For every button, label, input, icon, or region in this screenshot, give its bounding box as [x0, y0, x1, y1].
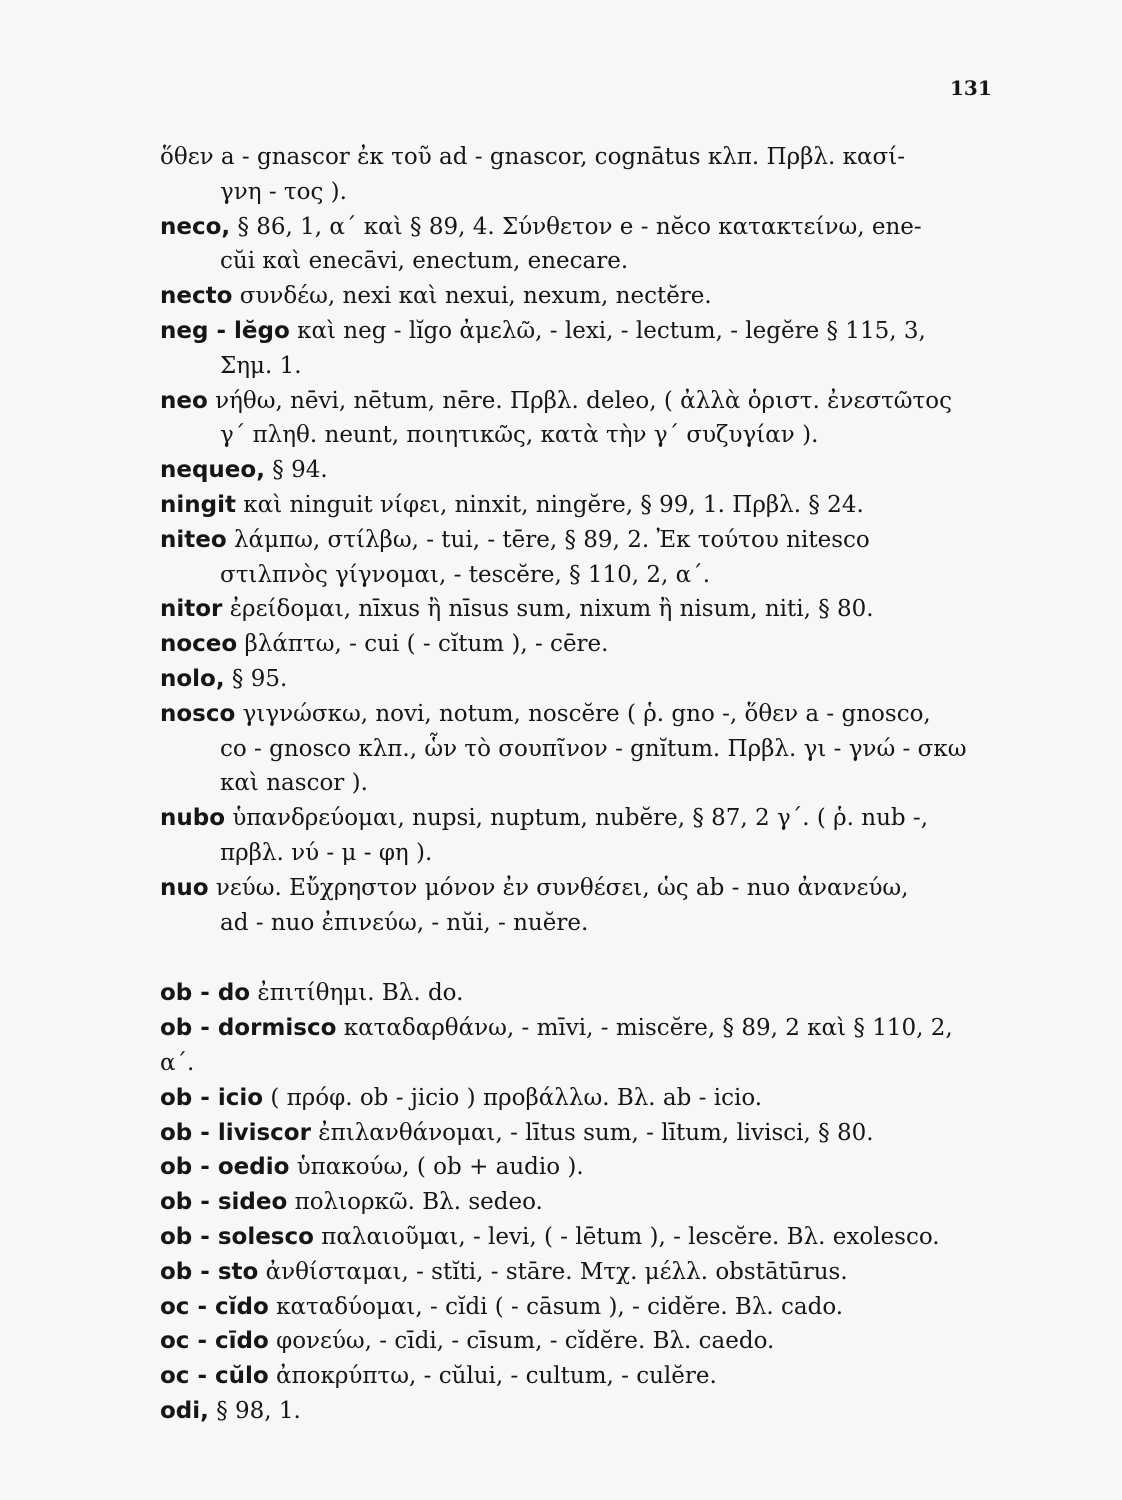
entry-definition: γιγνώσκω, novi, notum, noscĕre ( ῥ. gno -, ὅθεν a - gnosco,: [242, 700, 931, 727]
entry-definition: co - gnosco κλπ., ὧν τὸ σουπῖνον - gnĭtum. Πρβλ. γι - γνώ - σκω: [220, 735, 967, 762]
entry-definition: πολιορκῶ. Βλ. sedeo.: [294, 1189, 543, 1216]
entry-line: [160, 1324, 992, 1359]
entry-definition: συνδέω, nexi καὶ nexui, nexum, nectĕre.: [239, 283, 712, 310]
section-gap: [160, 940, 992, 976]
entry-definition: γ΄ πληθ. neunt, ποιητικῶς, κατὰ τὴν γ΄ συζυγίαν ).: [220, 422, 819, 449]
entry-lemma: ob - sideo: [160, 1189, 288, 1216]
entry-lemma: ob - liviscor: [160, 1119, 311, 1146]
entry-definition: § 95.: [231, 665, 288, 692]
dictionary-entries: [160, 140, 992, 1429]
entry-line: [160, 488, 992, 523]
entry-definition: ἀνθίσταμαι, - stĭti, - stāre. Μτχ. μέλλ. obstātūrus.: [265, 1258, 848, 1285]
entry-lemma: ningit: [160, 491, 236, 518]
entry-lemma: nolo,: [160, 665, 225, 692]
entry-line: [160, 314, 992, 349]
entry-lemma: ob - dormisco: [160, 1015, 337, 1042]
dictionary-entry: [160, 801, 992, 871]
entry-line: [160, 1220, 992, 1255]
entry-definition: cŭi καὶ enecāvi, enectum, enecare.: [220, 248, 629, 275]
entry-lemma: neco,: [160, 213, 231, 240]
entry-definition: παλαιοῦμαι, - levi, ( - lētum ), - lescĕre. Βλ. exolesco.: [321, 1223, 940, 1250]
entry-lemma: oc - cīdo: [160, 1328, 269, 1355]
entry-lemma: nosco: [160, 700, 236, 727]
entry-lemma: ob - solesco: [160, 1223, 314, 1250]
dictionary-entry: [160, 592, 992, 627]
entry-line: [160, 801, 992, 836]
entry-definition: νήθω, nēvi, nētum, nēre. Πρβλ. deleo, ( ἀλλὰ ὁριστ. ἐνεστῶτος: [215, 387, 953, 414]
entry-line: [160, 453, 992, 488]
entry-line: [160, 976, 992, 1011]
dictionary-entry: [160, 1394, 992, 1429]
entry-lemma: nequeo,: [160, 457, 265, 484]
entry-definition: βλάπτω, - cui ( - cĭtum ), - cēre.: [244, 631, 609, 658]
entry-definition: ἐπιλανθάνομαι, - lītus sum, - lītum, livisci, § 80.: [318, 1119, 874, 1146]
entry-line: [160, 697, 992, 732]
dictionary-entry: [160, 662, 992, 697]
entry-line: [160, 1116, 992, 1151]
entry-line: [160, 592, 992, 627]
entry-definition: ὑπανδρεύομαι, nupsi, nuptum, nubĕre, § 87, 2 γ΄. ( ῥ. nub -,: [232, 805, 929, 832]
entry-definition: ἐπιτίθημι. Βλ. do.: [257, 980, 464, 1007]
dictionary-entry: [160, 871, 992, 941]
dictionary-entry: [160, 314, 992, 384]
entry-definition: ἀποκρύπτω, - cŭlui, - cultum, - culĕre.: [276, 1363, 717, 1390]
entry-definition: νεύω. Εὔχρηστον μόνον ἐν συνθέσει, ὡς ab - nuo ἀνανεύω,: [215, 874, 909, 901]
entry-definition: ( πρόφ. ob - jicio ) προβάλλω. Βλ. ab - icio.: [270, 1084, 763, 1111]
entry-line: [160, 1359, 992, 1394]
entry-line: [160, 732, 992, 767]
entry-lemma: oc - cŭlo: [160, 1363, 269, 1390]
dictionary-entry: [160, 976, 992, 1011]
dictionary-entry: [160, 1220, 992, 1255]
entry-lemma: nuo: [160, 874, 209, 901]
dictionary-entry: [160, 1116, 992, 1151]
dictionary-entry: [160, 1185, 992, 1220]
entry-lemma: nitor: [160, 596, 223, 623]
entry-definition: § 86, 1, α΄ καὶ § 89, 4. Σύνθετον e - nĕco κατακτείνω, ene-: [237, 213, 922, 240]
entry-line: [160, 662, 992, 697]
entry-lemma: niteo: [160, 526, 227, 553]
entry-line: [160, 558, 992, 593]
entry-line: [160, 1394, 992, 1429]
dictionary-entry: [160, 453, 992, 488]
entry-definition: πρβλ. νύ - μ - φη ).: [220, 839, 433, 866]
entry-definition: § 98, 1.: [216, 1397, 301, 1424]
entry-definition: ὑπακούω, ( ob + audio ).: [296, 1154, 584, 1181]
entry-definition: λάμπω, στίλβω, - tui, - tēre, § 89, 2. Ἐκ τούτου nitesco: [233, 526, 870, 553]
entry-lemma: noceo: [160, 631, 238, 658]
entry-line: γνη - τος ).: [220, 178, 347, 205]
dictionary-entry: [160, 488, 992, 523]
entry-line: [160, 1290, 992, 1325]
entry-line: [160, 523, 992, 558]
entry-line: [160, 1011, 992, 1081]
entry-definition: καὶ ninguit νίφει, ninxit, ningĕre, § 99, 1. Πρβλ. § 24.: [243, 491, 864, 518]
entry-line: [160, 1150, 992, 1185]
entry-line: [160, 1255, 992, 1290]
entry-lemma: ob - oedio: [160, 1154, 290, 1181]
entry-definition: στιλπνὸς γίγνομαι, - tescĕre, § 110, 2, α΄.: [220, 561, 711, 588]
entry-line: [160, 279, 992, 314]
entry-line: [160, 244, 992, 279]
entry-line: [160, 1081, 992, 1116]
dictionary-entry: [160, 1081, 992, 1116]
entry-line: [160, 906, 992, 941]
entry-line: [160, 384, 992, 419]
dictionary-entry: [160, 210, 992, 280]
entry-group-o: [160, 976, 992, 1428]
dictionary-entry: [160, 1255, 992, 1290]
page-number: 131: [950, 76, 992, 100]
dictionary-entry: [160, 697, 992, 801]
entry-lemma: odi,: [160, 1397, 209, 1424]
entry-definition: Σημ. 1.: [220, 352, 302, 379]
entry-definition: § 94.: [272, 457, 328, 484]
entry-definition: καὶ neg - lĭgo ἀμελῶ, - lexi, - lectum, - legĕre § 115, 3,: [297, 317, 926, 344]
entry-definition: ad - nuo ἐπινεύω, - nŭi, - nuĕre.: [220, 909, 589, 936]
entry-line: [160, 766, 992, 801]
entry-line: [160, 627, 992, 662]
entry-line: [160, 349, 992, 384]
entry-line: ὅθεν a - gnascor ἐκ τοῦ ad - gnascor, cognātus κλπ. Πρβλ. κασί-: [160, 144, 905, 170]
entry-lemma: ob - sto: [160, 1258, 259, 1285]
entry-line: [160, 210, 992, 245]
dictionary-entry: [160, 1011, 992, 1081]
entry-definition: φονεύω, - cīdi, - cīsum, - cĭdĕre. Βλ. caedo.: [276, 1328, 775, 1355]
entry-line: [160, 1185, 992, 1220]
entry-lemma: oc - cĭdo: [160, 1293, 269, 1320]
entry-line: [160, 418, 992, 453]
entry-lemma: necto: [160, 283, 233, 310]
entry-definition: καταδαρθάνω, - mīvi, - miscĕre, § 89, 2 καὶ § 110, 2, α΄.: [160, 1015, 953, 1076]
dictionary-entry: [160, 1150, 992, 1185]
entry-lemma: ob - do: [160, 980, 251, 1007]
dictionary-entry: [160, 1324, 992, 1359]
entry-lemma: ob - icio: [160, 1084, 264, 1111]
entry-definition: καταδύομαι, - cĭdi ( - cāsum ), - cidĕre. Βλ. cado.: [276, 1293, 844, 1320]
dictionary-entry: [160, 1359, 992, 1394]
entry-lemma: neg - lĕgo: [160, 317, 290, 344]
intro-entry: [160, 140, 992, 210]
dictionary-entry: [160, 627, 992, 662]
entry-definition: ἐρείδομαι, nīxus ἢ nīsus sum, nixum ἢ nisum, niti, § 80.: [229, 596, 874, 623]
entry-line: [160, 836, 992, 871]
entry-line: [160, 871, 992, 906]
entry-group-n: [160, 210, 992, 941]
entry-lemma: nubo: [160, 805, 226, 832]
dictionary-entry: [160, 1290, 992, 1325]
entry-definition: καὶ nascor ).: [220, 770, 368, 797]
dictionary-entry: [160, 523, 992, 593]
dictionary-entry: [160, 279, 992, 314]
dictionary-entry: [160, 384, 992, 454]
entry-lemma: neo: [160, 387, 208, 414]
